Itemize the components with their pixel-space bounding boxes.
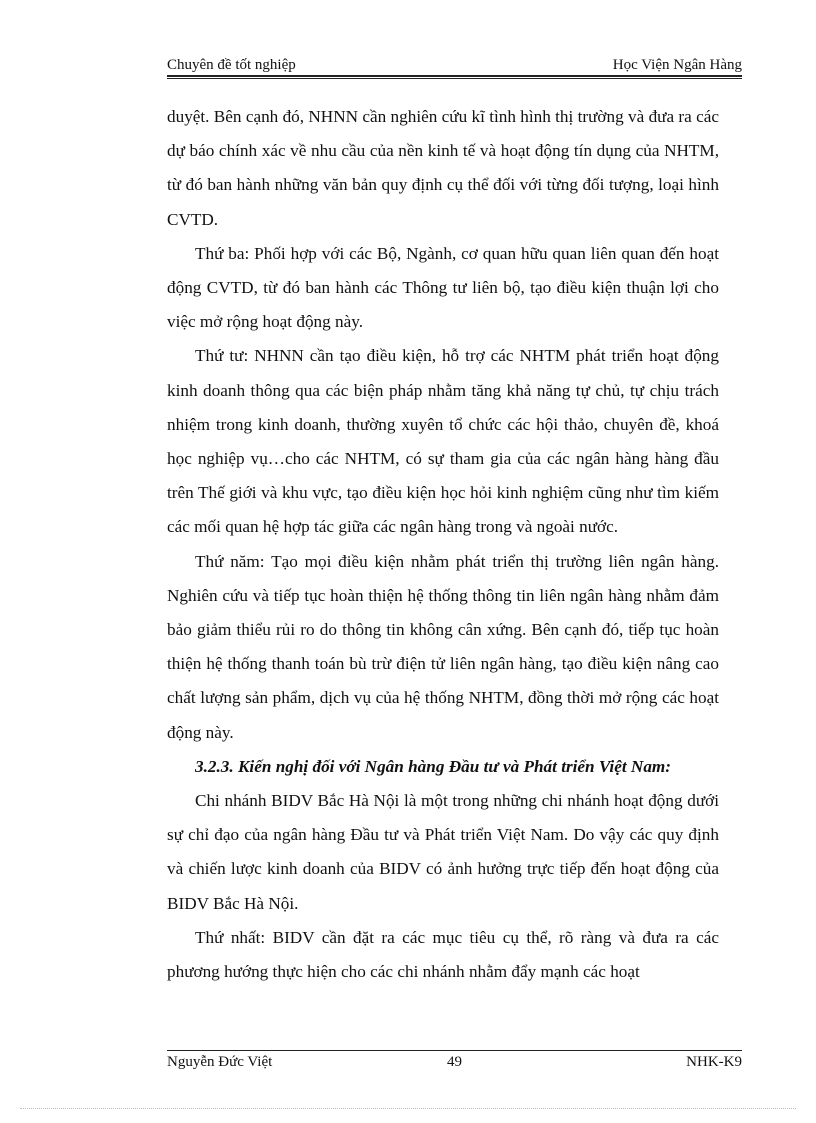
header-rule: [167, 75, 742, 79]
paragraph-thu-ba: Thứ ba: Phối hợp với các Bộ, Ngành, cơ quan hữu quan liên quan đến hoạt động CVTD, từ đó ban hành các Thông tư liên bộ, tạo điều kiện thuận lợi cho việc mở rộng hoạt động này.: [167, 243, 719, 332]
page-header: [167, 52, 742, 74]
page-footer: [167, 1054, 742, 1074]
page-number: 49: [447, 1054, 462, 1070]
footer-class-code: NHK-K9: [686, 1054, 742, 1070]
header-institution: Học Viện Ngân Hàng: [612, 57, 742, 73]
header-document-type: Chuyên đề tốt nghiệp: [167, 57, 296, 73]
paragraph-thu-nhat: Thứ nhất: BIDV cần đặt ra các mục tiêu cụ thể, rõ ràng và đưa ra các phương hướng thực hiện cho các chi nhánh nhằm đẩy mạnh các hoạt: [167, 927, 719, 982]
page-bottom-dotted-line: [20, 1108, 796, 1109]
paragraph-thu-tu: Thứ tư: NHNN cần tạo điều kiện, hỗ trợ các NHTM phát triển hoạt động kinh doanh thông qua các biện pháp nhằm tăng khả năng tự chủ, tự chịu trách nhiệm trong kinh doanh, thường xuyên tổ chức các hội thảo, chuyên đề, khoá học nghiệp vụ…cho các NHTM, có sự tham gia của các ngân hàng hàng đầu trên Thế giới và khu vực, tạo điều kiện học hỏi kinh nghiệm cũng như tìm kiếm các mối quan hệ hợp tác giữa các ngân hàng trong và ngoài nước.: [167, 346, 719, 537]
paragraph-thu-nam: Thứ năm: Tạo mọi điều kiện nhằm phát triển thị trường liên ngân hàng. Nghiên cứu và tiếp tục hoàn thiện hệ thống thông tin liên ngân hàng nhằm đảm bảo giảm thiểu rủi ro do thông tin không cân xứng. Bên cạnh đó, tiếp tục hoàn thiện hệ thống thanh toán bù trừ điện tử liên ngân hàng, tạo điều kiện nâng cao chất lượng sản phẩm, dịch vụ của hệ thống NHTM, đồng thời mở rộng các hoạt động này.: [167, 551, 719, 742]
paragraph-continued: duyệt. Bên cạnh đó, NHNN cần nghiên cứu kĩ tình hình thị trường và đưa ra các dự báo chính xác về nhu cầu của nền kinh tế và hoạt động tín dụng của NHTM, từ đó ban hành những văn bản quy định cụ thể đối với từng đối tượng, loại hình CVTD.: [167, 107, 719, 229]
paragraph-bidv-intro: Chi nhánh BIDV Bắc Hà Nội là một trong những chi nhánh hoạt động dưới sự chỉ đạo của ngân hàng Đầu tư và Phát triển Việt Nam. Do vậy các quy định và chiến lược kinh doanh của BIDV có ảnh hưởng trực tiếp đến hoạt động của BIDV Bắc Hà Nội.: [167, 791, 719, 913]
body-text: [167, 100, 719, 989]
section-heading: 3.2.3. Kiến nghị đối với Ngân hàng Đầu tư và Phát triển Việt Nam:: [195, 756, 672, 776]
footer-rule: [167, 1050, 742, 1051]
footer-author: Nguyễn Đức Việt: [167, 1054, 273, 1070]
